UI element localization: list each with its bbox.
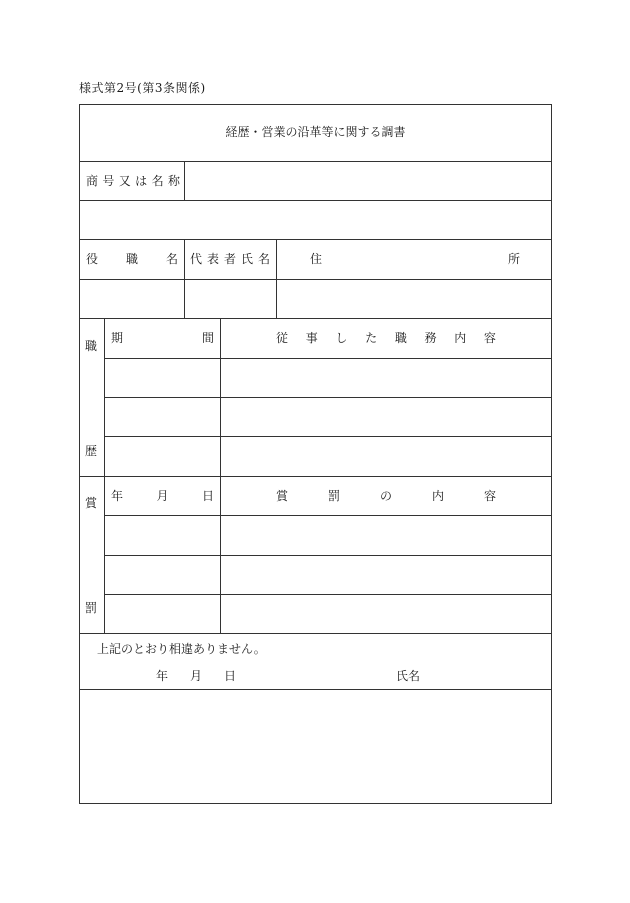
awards-side-top: 賞	[85, 496, 98, 510]
career-side-top: 職	[85, 339, 98, 353]
awards-content-label: 賞 罰 の 内 容	[276, 489, 496, 503]
awards-side-bottom: 罰	[85, 601, 98, 615]
sign-name-label: 氏名	[396, 669, 421, 683]
representative-name-label: 代 表 者 氏 名	[190, 252, 270, 266]
position-label: 役 職 名	[86, 252, 178, 266]
period-label: 期 間	[111, 331, 214, 345]
form-table	[79, 104, 552, 804]
declaration-text: 上記のとおり相違ありません。	[97, 642, 266, 656]
trade-name-label: 商 号 又 は 名 称	[86, 174, 180, 188]
duties-content-label: 従 事 し た 職 務 内 容	[276, 331, 496, 345]
form-title: 経歴・営業の沿革等に関する調書	[225, 125, 406, 139]
award-date-label: 年 月 日	[111, 489, 214, 503]
form-number: 様式第2号(第3条関係)	[79, 81, 206, 95]
address-label: 住 所	[310, 252, 520, 266]
career-side-bottom: 歴	[85, 444, 98, 458]
sign-date: 年 月 日	[156, 669, 236, 683]
